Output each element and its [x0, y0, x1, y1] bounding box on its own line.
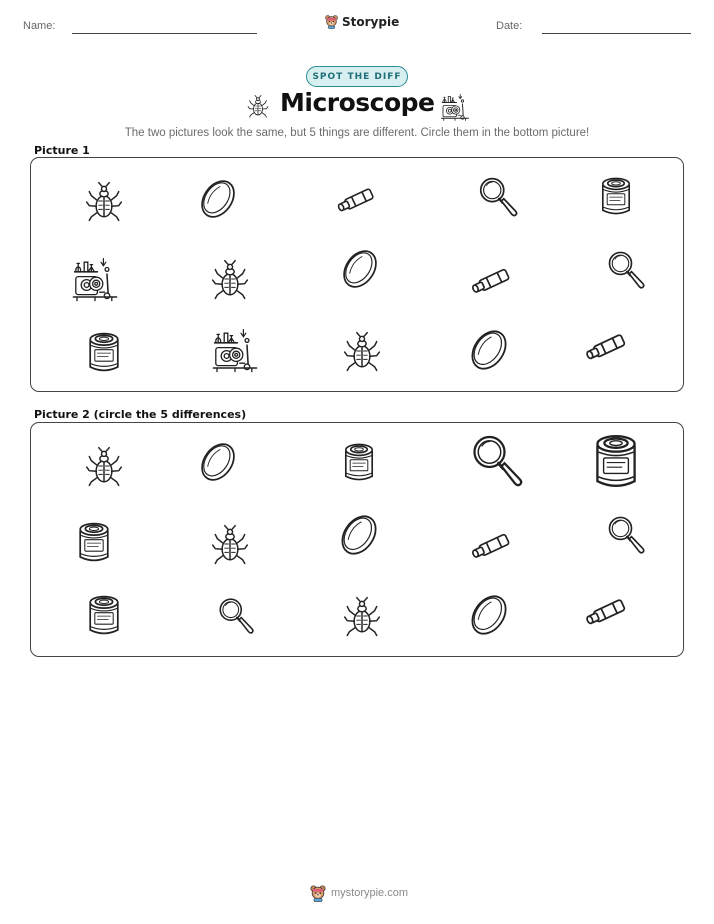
- slide-jar-icon: [585, 427, 647, 495]
- lens-icon: [465, 591, 513, 639]
- lab-equipment-icon: [440, 92, 470, 122]
- footer-url[interactable]: mystorypie.com: [331, 887, 409, 899]
- brand-logo: [324, 14, 399, 29]
- footer: [309, 884, 408, 902]
- telescope-icon: [581, 323, 631, 373]
- bug-icon: [83, 180, 125, 222]
- bug-icon: [341, 595, 383, 637]
- picture-2-panel: [30, 422, 684, 657]
- date-label: Date:: [496, 20, 523, 32]
- spot-the-diff-badge: SPOT THE DIFF: [306, 66, 408, 87]
- bug-icon: [83, 445, 125, 487]
- magnifier-icon: [604, 512, 648, 558]
- name-label: Name:: [23, 20, 56, 32]
- magnifier-icon: [215, 593, 257, 639]
- picture-1-label: Picture 1: [34, 144, 90, 157]
- bear-mascot-icon: [324, 14, 339, 29]
- magnifier-icon: [475, 174, 521, 220]
- bear-mascot-icon: [309, 884, 327, 902]
- lens-icon: [335, 511, 383, 559]
- telescope-icon: [467, 523, 515, 571]
- bug-icon: [209, 258, 251, 300]
- magnifier-icon: [467, 429, 527, 493]
- date-field[interactable]: [542, 33, 691, 34]
- instructions: The two pictures look the same, but 5 things are different. Circle them in the bottom picture!: [124, 127, 590, 139]
- lens-icon: [195, 439, 241, 485]
- page-title: Microscope: [280, 88, 435, 117]
- slide-jar-icon: [81, 328, 127, 376]
- telescope-icon: [581, 588, 631, 638]
- bug-icon: [341, 330, 383, 372]
- name-field[interactable]: [72, 33, 257, 34]
- slide-jar-icon: [81, 591, 127, 639]
- bug-icon: [209, 523, 251, 565]
- telescope-icon: [467, 258, 515, 306]
- lens-icon: [337, 246, 383, 292]
- lens-icon: [465, 326, 513, 374]
- telescope-icon: [333, 178, 379, 224]
- magnifier-icon: [604, 247, 648, 293]
- lens-icon: [195, 176, 241, 222]
- picture-2-label: Picture 2 (circle the 5 differences): [34, 408, 247, 421]
- slide-jar-icon: [71, 517, 117, 567]
- lab-equipment-icon: [71, 255, 119, 303]
- picture-1-panel: [30, 157, 684, 392]
- slide-jar-icon: [337, 439, 381, 485]
- bug-icon: [246, 94, 270, 118]
- slide-jar-icon: [594, 173, 638, 219]
- brand-name: Storypie: [342, 14, 400, 29]
- lab-equipment-icon: [211, 326, 259, 374]
